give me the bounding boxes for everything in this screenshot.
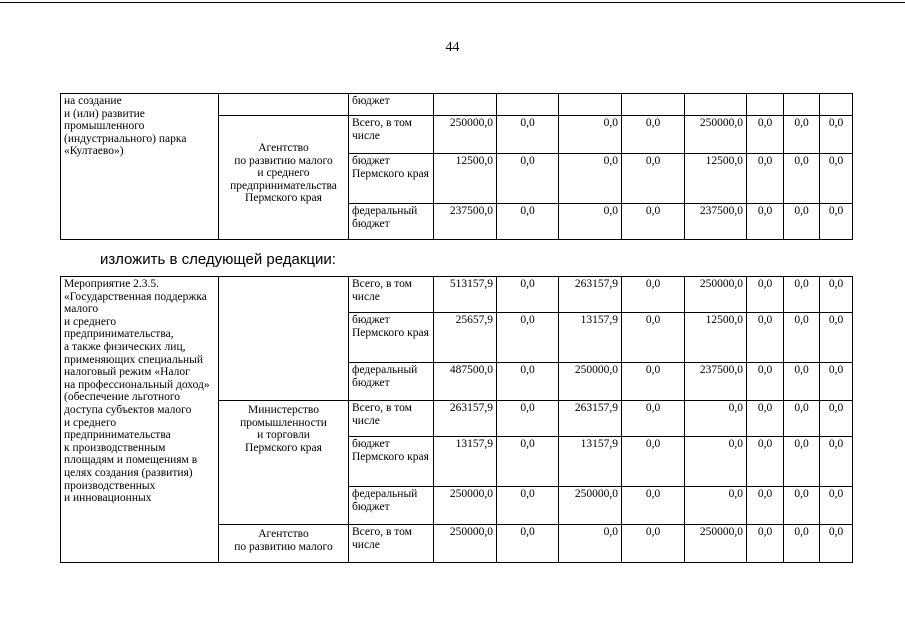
funding-source-cell: федеральный бюджет bbox=[349, 363, 434, 401]
amount-cell: 0,0 bbox=[820, 277, 853, 313]
funding-source-cell: Всего, в том числе bbox=[349, 401, 434, 437]
amount-cell: 0,0 bbox=[747, 437, 784, 487]
amount-cell: 0,0 bbox=[685, 401, 747, 437]
amount-cell: 0,0 bbox=[622, 204, 685, 240]
amount-cell: 0,0 bbox=[820, 401, 853, 437]
amount-cell: 0,0 bbox=[747, 313, 784, 363]
amount-cell: 250000,0 bbox=[559, 487, 622, 525]
amount-cell: 0,0 bbox=[559, 116, 622, 154]
amount-cell: 237500,0 bbox=[685, 204, 747, 240]
amount-cell: 0,0 bbox=[497, 313, 559, 363]
empty-agency-cell bbox=[219, 277, 349, 401]
amount-cell: 12500,0 bbox=[685, 154, 747, 204]
amount-cell: 250000,0 bbox=[434, 487, 497, 525]
amount-cell bbox=[820, 94, 853, 116]
funding-source-cell: федеральный бюджет bbox=[349, 487, 434, 525]
amount-cell: 0,0 bbox=[747, 363, 784, 401]
amount-cell: 0,0 bbox=[497, 204, 559, 240]
amount-cell: 0,0 bbox=[747, 487, 784, 525]
amount-cell: 0,0 bbox=[497, 525, 559, 563]
amount-cell: 0,0 bbox=[497, 401, 559, 437]
table-row bbox=[61, 277, 853, 313]
amount-cell: 263157,9 bbox=[559, 401, 622, 437]
amount-cell: 12500,0 bbox=[685, 313, 747, 363]
page-number: 44 bbox=[445, 40, 460, 55]
amount-cell: 250000,0 bbox=[434, 525, 497, 563]
amount-cell: 0,0 bbox=[784, 401, 820, 437]
amount-cell: 0,0 bbox=[747, 277, 784, 313]
empty-agency-cell bbox=[219, 94, 349, 116]
amount-cell: 0,0 bbox=[622, 154, 685, 204]
funding-source-cell: бюджет Пермского края bbox=[349, 313, 434, 363]
amount-cell: 487500,0 bbox=[434, 363, 497, 401]
amount-cell: 0,0 bbox=[685, 487, 747, 525]
amount-cell: 25657,9 bbox=[434, 313, 497, 363]
amount-cell: 0,0 bbox=[497, 116, 559, 154]
amount-cell: 237500,0 bbox=[685, 363, 747, 401]
amount-cell: 0,0 bbox=[784, 487, 820, 525]
amount-cell bbox=[434, 94, 497, 116]
amount-cell: 13157,9 bbox=[559, 313, 622, 363]
funding-source-cell: бюджет Пермского края bbox=[349, 437, 434, 487]
instruction-text: изложить в следующей редакции: bbox=[100, 251, 336, 268]
responsible-ministry-cell: Министерство промышленности и торговли Пермского края bbox=[219, 401, 349, 525]
amount-cell: 0,0 bbox=[622, 437, 685, 487]
amount-cell: 263157,9 bbox=[434, 401, 497, 437]
amount-cell: 0,0 bbox=[784, 363, 820, 401]
amount-cell: 0,0 bbox=[559, 154, 622, 204]
responsible-agency-cell: Агентство по развитию малого и среднего предпринимательства Пермского края bbox=[219, 116, 349, 240]
amount-cell: 237500,0 bbox=[434, 204, 497, 240]
funding-source-cell: Всего, в том числе bbox=[349, 277, 434, 313]
amount-cell: 0,0 bbox=[820, 487, 853, 525]
funding-source-cell: федеральный бюджет bbox=[349, 204, 434, 240]
amount-cell bbox=[559, 94, 622, 116]
table-row bbox=[61, 94, 853, 116]
amount-cell: 0,0 bbox=[622, 525, 685, 563]
amount-cell: 0,0 bbox=[784, 204, 820, 240]
amount-cell: 0,0 bbox=[747, 116, 784, 154]
amount-cell bbox=[622, 94, 685, 116]
amount-cell: 0,0 bbox=[820, 313, 853, 363]
top-edge-rule bbox=[0, 2, 905, 3]
amount-cell: 0,0 bbox=[685, 437, 747, 487]
amount-cell: 513157,9 bbox=[434, 277, 497, 313]
amount-cell: 0,0 bbox=[747, 154, 784, 204]
amount-cell: 250000,0 bbox=[434, 116, 497, 154]
funding-source-cell: Всего, в том числе bbox=[349, 116, 434, 154]
amount-cell: 0,0 bbox=[820, 525, 853, 563]
amount-cell: 0,0 bbox=[747, 401, 784, 437]
event-description-cell: Мероприятие 2.3.5. «Государственная поддержка малого и среднего предпринимательства, а также физических лиц, применяющих специальный налоговый режим «Налог на профессиональный доход» (обеспечение льготного доступа субъектов малого и среднего предпринимательства к производственным площадям и помещениям в целях создания (развития) производственных и инновационных bbox=[61, 277, 219, 563]
amount-cell bbox=[784, 94, 820, 116]
amount-cell: 0,0 bbox=[820, 154, 853, 204]
amount-cell: 0,0 bbox=[784, 154, 820, 204]
amount-cell: 0,0 bbox=[559, 204, 622, 240]
amount-cell: 0,0 bbox=[622, 401, 685, 437]
amount-cell bbox=[747, 94, 784, 116]
funding-source-cell: бюджет bbox=[349, 94, 434, 116]
amount-cell: 0,0 bbox=[559, 525, 622, 563]
amount-cell: 0,0 bbox=[784, 116, 820, 154]
amount-cell: 250000,0 bbox=[685, 277, 747, 313]
amount-cell: 0,0 bbox=[622, 487, 685, 525]
amount-cell bbox=[497, 94, 559, 116]
amount-cell: 0,0 bbox=[820, 204, 853, 240]
funding-source-cell: Всего, в том числе bbox=[349, 525, 434, 563]
budget-table-old bbox=[60, 93, 853, 240]
amount-cell: 250000,0 bbox=[685, 116, 747, 154]
amount-cell: 0,0 bbox=[497, 437, 559, 487]
amount-cell: 250000,0 bbox=[685, 525, 747, 563]
responsible-agency-cell: Агентство по развитию малого bbox=[219, 525, 349, 563]
amount-cell: 0,0 bbox=[820, 116, 853, 154]
amount-cell: 0,0 bbox=[622, 116, 685, 154]
amount-cell: 12500,0 bbox=[434, 154, 497, 204]
amount-cell: 0,0 bbox=[784, 525, 820, 563]
amount-cell: 0,0 bbox=[497, 363, 559, 401]
amount-cell: 0,0 bbox=[784, 277, 820, 313]
amount-cell: 0,0 bbox=[497, 154, 559, 204]
amount-cell: 0,0 bbox=[622, 313, 685, 363]
amount-cell bbox=[685, 94, 747, 116]
amount-cell: 0,0 bbox=[820, 363, 853, 401]
amount-cell: 250000,0 bbox=[559, 363, 622, 401]
amount-cell: 13157,9 bbox=[559, 437, 622, 487]
amount-cell: 0,0 bbox=[784, 437, 820, 487]
amount-cell: 13157,9 bbox=[434, 437, 497, 487]
funding-source-cell: бюджет Пермского края bbox=[349, 154, 434, 204]
amount-cell: 0,0 bbox=[497, 277, 559, 313]
budget-table-new bbox=[60, 276, 853, 563]
amount-cell: 0,0 bbox=[747, 204, 784, 240]
amount-cell: 0,0 bbox=[497, 487, 559, 525]
amount-cell: 0,0 bbox=[784, 313, 820, 363]
amount-cell: 0,0 bbox=[747, 525, 784, 563]
amount-cell: 0,0 bbox=[622, 277, 685, 313]
amount-cell: 0,0 bbox=[622, 363, 685, 401]
event-description-cell: на создание и (или) развитие промышленного (индустриального) парка «Култаево») bbox=[61, 94, 219, 240]
amount-cell: 263157,9 bbox=[559, 277, 622, 313]
amount-cell: 0,0 bbox=[820, 437, 853, 487]
